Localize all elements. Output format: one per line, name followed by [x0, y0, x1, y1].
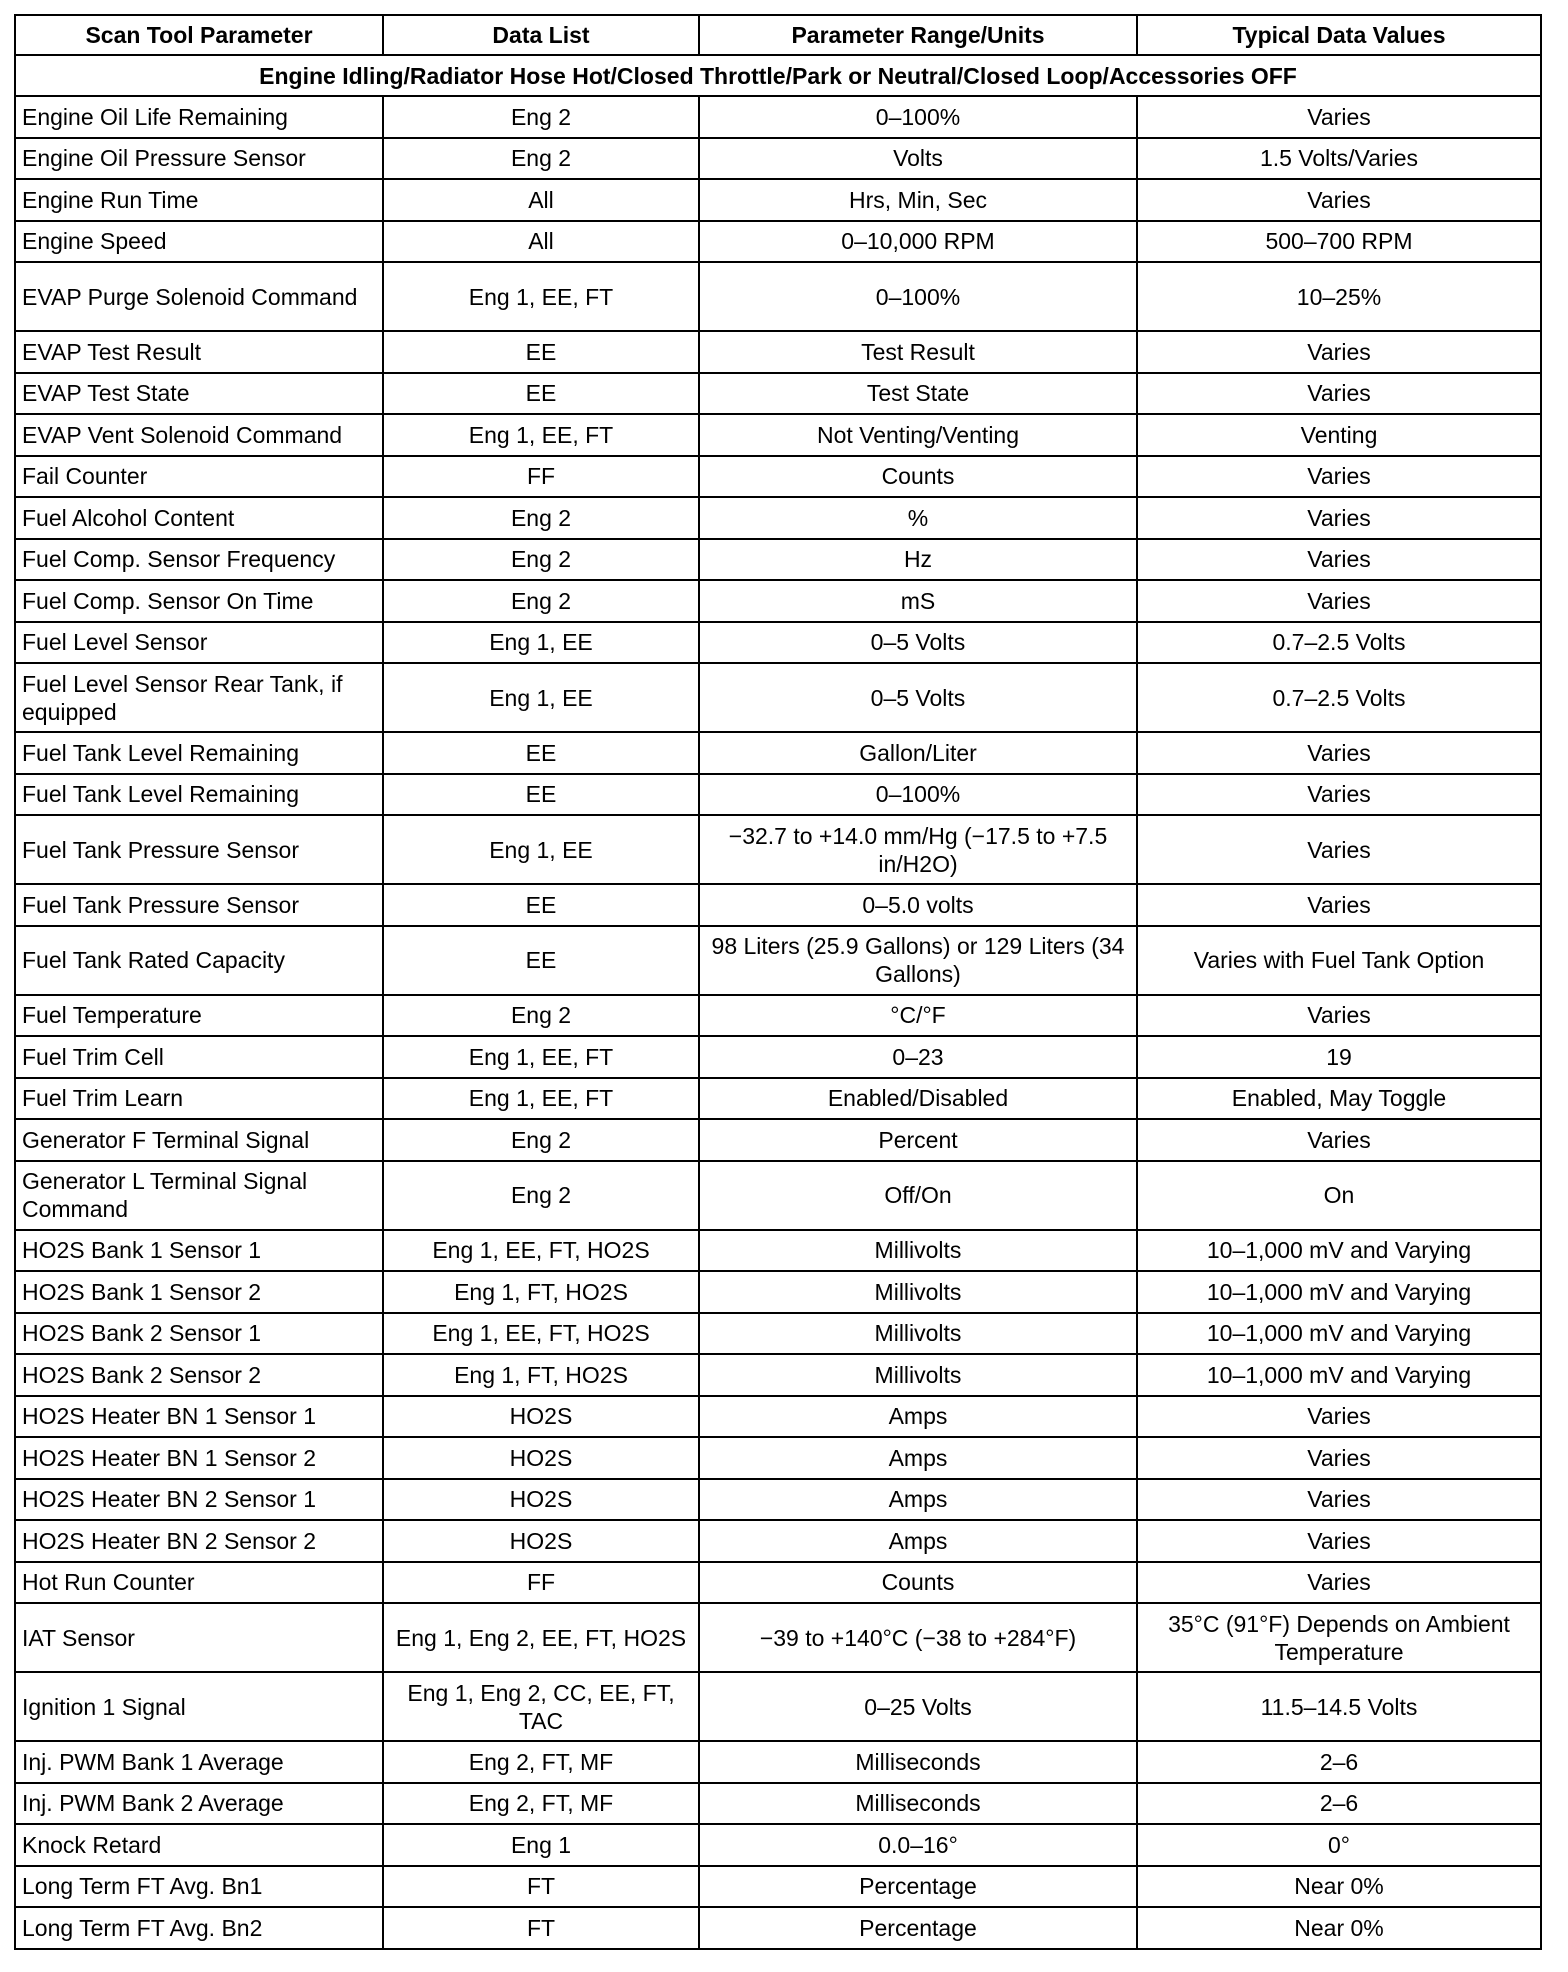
- cell-parameter-range: 0–5.0 volts: [699, 884, 1137, 926]
- table-row: [15, 1271, 1541, 1313]
- table-row: [15, 497, 1541, 539]
- cell-parameter-range: Amps: [699, 1479, 1137, 1521]
- cell-data-list: FT: [383, 1866, 699, 1908]
- cell-typical-value: 10–1,000 mV and Varying: [1137, 1354, 1541, 1396]
- cell-data-list: Eng 1, EE, FT, HO2S: [383, 1313, 699, 1355]
- cell-parameter-range: Test State: [699, 373, 1137, 415]
- cell-typical-value: Near 0%: [1137, 1866, 1541, 1908]
- cell-data-list: Eng 1, FT, HO2S: [383, 1271, 699, 1313]
- cell-parameter-range: Millivolts: [699, 1230, 1137, 1272]
- cell-data-list: Eng 1, EE: [383, 815, 699, 884]
- cell-parameter-range: °C/°F: [699, 995, 1137, 1037]
- table-row: [15, 1078, 1541, 1120]
- cell-data-list: Eng 1, EE, FT, HO2S: [383, 1230, 699, 1272]
- cell-data-list: HO2S: [383, 1520, 699, 1562]
- cell-scan-tool-parameter: HO2S Bank 1 Sensor 1: [15, 1230, 383, 1272]
- cell-scan-tool-parameter: Knock Retard: [15, 1824, 383, 1866]
- cell-typical-value: Varies: [1137, 995, 1541, 1037]
- cell-parameter-range: Percent: [699, 1119, 1137, 1161]
- table-row: [15, 1520, 1541, 1562]
- cell-scan-tool-parameter: Fuel Trim Cell: [15, 1036, 383, 1078]
- cell-scan-tool-parameter: HO2S Heater BN 1 Sensor 1: [15, 1396, 383, 1438]
- cell-scan-tool-parameter: Fuel Tank Pressure Sensor: [15, 815, 383, 884]
- cell-typical-value: 19: [1137, 1036, 1541, 1078]
- cell-typical-value: 35°C (91°F) Depends on Ambient Temperature: [1137, 1603, 1541, 1672]
- cell-parameter-range: 0–5 Volts: [699, 622, 1137, 664]
- table-row: [15, 732, 1541, 774]
- cell-scan-tool-parameter: Fuel Tank Level Remaining: [15, 732, 383, 774]
- cell-data-list: Eng 2, FT, MF: [383, 1783, 699, 1825]
- cell-data-list: EE: [383, 926, 699, 995]
- table-row: [15, 1479, 1541, 1521]
- operating-condition: Engine Idling/Radiator Hose Hot/Closed Throttle/Park or Neutral/Closed Loop/Accessories OFF: [15, 55, 1541, 96]
- table-row: [15, 815, 1541, 884]
- cell-scan-tool-parameter: Engine Run Time: [15, 179, 383, 221]
- cell-parameter-range: Hrs, Min, Sec: [699, 179, 1137, 221]
- cell-typical-value: Varies: [1137, 1119, 1541, 1161]
- table-row: [15, 262, 1541, 331]
- cell-scan-tool-parameter: Fuel Tank Pressure Sensor: [15, 884, 383, 926]
- cell-typical-value: Varies: [1137, 179, 1541, 221]
- table-row: [15, 1824, 1541, 1866]
- cell-parameter-range: %: [699, 497, 1137, 539]
- cell-data-list: Eng 1, EE, FT: [383, 1036, 699, 1078]
- cell-typical-value: 2–6: [1137, 1783, 1541, 1825]
- cell-typical-value: 0.7–2.5 Volts: [1137, 663, 1541, 732]
- cell-scan-tool-parameter: Fuel Alcohol Content: [15, 497, 383, 539]
- cell-typical-value: Varies: [1137, 96, 1541, 138]
- cell-typical-value: Varies: [1137, 580, 1541, 622]
- cell-typical-value: Varies: [1137, 539, 1541, 581]
- table-row: [15, 1313, 1541, 1355]
- table-row: [15, 1396, 1541, 1438]
- cell-scan-tool-parameter: HO2S Heater BN 1 Sensor 2: [15, 1437, 383, 1479]
- cell-typical-value: Varies: [1137, 1396, 1541, 1438]
- cell-parameter-range: Amps: [699, 1396, 1137, 1438]
- table-row: [15, 1866, 1541, 1908]
- cell-data-list: Eng 1, EE: [383, 622, 699, 664]
- cell-scan-tool-parameter: Long Term FT Avg. Bn2: [15, 1907, 383, 1949]
- cell-data-list: FF: [383, 456, 699, 498]
- header-parameter-range-units: Parameter Range/Units: [699, 15, 1137, 55]
- cell-typical-value: 0.7–2.5 Volts: [1137, 622, 1541, 664]
- cell-typical-value: 2–6: [1137, 1741, 1541, 1783]
- cell-scan-tool-parameter: Fuel Level Sensor: [15, 622, 383, 664]
- cell-scan-tool-parameter: HO2S Bank 1 Sensor 2: [15, 1271, 383, 1313]
- cell-parameter-range: Counts: [699, 456, 1137, 498]
- cell-typical-value: Varies: [1137, 774, 1541, 816]
- cell-scan-tool-parameter: IAT Sensor: [15, 1603, 383, 1672]
- table-row: [15, 622, 1541, 664]
- table-row: [15, 96, 1541, 138]
- cell-typical-value: Varies: [1137, 1437, 1541, 1479]
- table-header-row: [15, 15, 1541, 55]
- header-scan-tool-parameter: Scan Tool Parameter: [15, 15, 383, 55]
- cell-typical-value: Varies: [1137, 497, 1541, 539]
- table-row: [15, 1036, 1541, 1078]
- operating-condition-row: [15, 55, 1541, 96]
- table-row: [15, 1562, 1541, 1604]
- table-row: [15, 1741, 1541, 1783]
- cell-typical-value: Near 0%: [1137, 1907, 1541, 1949]
- cell-parameter-range: Enabled/Disabled: [699, 1078, 1137, 1120]
- cell-scan-tool-parameter: Ignition 1 Signal: [15, 1672, 383, 1741]
- cell-typical-value: 11.5–14.5 Volts: [1137, 1672, 1541, 1741]
- cell-data-list: FF: [383, 1562, 699, 1604]
- cell-data-list: Eng 2: [383, 539, 699, 581]
- cell-parameter-range: 0–100%: [699, 774, 1137, 816]
- table-row: [15, 1354, 1541, 1396]
- table-row: [15, 456, 1541, 498]
- cell-typical-value: 500–700 RPM: [1137, 221, 1541, 263]
- cell-scan-tool-parameter: Inj. PWM Bank 2 Average: [15, 1783, 383, 1825]
- table-row: [15, 1119, 1541, 1161]
- cell-scan-tool-parameter: Generator L Terminal Signal Command: [15, 1161, 383, 1230]
- cell-data-list: Eng 1, EE: [383, 663, 699, 732]
- cell-typical-value: Varies: [1137, 1562, 1541, 1604]
- cell-parameter-range: Percentage: [699, 1907, 1137, 1949]
- cell-scan-tool-parameter: Fuel Comp. Sensor Frequency: [15, 539, 383, 581]
- table-row: [15, 926, 1541, 995]
- cell-parameter-range: Millivolts: [699, 1271, 1137, 1313]
- cell-data-list: Eng 1: [383, 1824, 699, 1866]
- cell-parameter-range: 0–25 Volts: [699, 1672, 1137, 1741]
- header-typical-data-values: Typical Data Values: [1137, 15, 1541, 55]
- cell-parameter-range: 0–5 Volts: [699, 663, 1137, 732]
- cell-parameter-range: Not Venting/Venting: [699, 414, 1137, 456]
- cell-scan-tool-parameter: HO2S Bank 2 Sensor 2: [15, 1354, 383, 1396]
- cell-parameter-range: −32.7 to +14.0 mm/Hg (−17.5 to +7.5 in/H2O): [699, 815, 1137, 884]
- table-row: [15, 663, 1541, 732]
- cell-data-list: Eng 1, Eng 2, EE, FT, HO2S: [383, 1603, 699, 1672]
- cell-parameter-range: Counts: [699, 1562, 1137, 1604]
- cell-parameter-range: Millivolts: [699, 1313, 1137, 1355]
- scan-tool-data-document: [14, 14, 1540, 1950]
- table-row: [15, 373, 1541, 415]
- table-row: [15, 1783, 1541, 1825]
- cell-typical-value: Varies: [1137, 815, 1541, 884]
- table-row: [15, 1603, 1541, 1672]
- cell-data-list: Eng 2: [383, 1119, 699, 1161]
- cell-typical-value: Varies: [1137, 373, 1541, 415]
- table-row: [15, 414, 1541, 456]
- table-row: [15, 774, 1541, 816]
- table-row: [15, 1161, 1541, 1230]
- cell-scan-tool-parameter: Fuel Tank Level Remaining: [15, 774, 383, 816]
- cell-scan-tool-parameter: Long Term FT Avg. Bn1: [15, 1866, 383, 1908]
- table-row: [15, 221, 1541, 263]
- cell-scan-tool-parameter: Engine Oil Life Remaining: [15, 96, 383, 138]
- cell-typical-value: 10–1,000 mV and Varying: [1137, 1271, 1541, 1313]
- cell-parameter-range: 0–100%: [699, 262, 1137, 331]
- cell-parameter-range: 0–100%: [699, 96, 1137, 138]
- cell-parameter-range: mS: [699, 580, 1137, 622]
- cell-typical-value: Varies with Fuel Tank Option: [1137, 926, 1541, 995]
- cell-parameter-range: Millivolts: [699, 1354, 1137, 1396]
- table-row: [15, 1230, 1541, 1272]
- cell-data-list: Eng 1, EE, FT: [383, 1078, 699, 1120]
- cell-parameter-range: −39 to +140°C (−38 to +284°F): [699, 1603, 1137, 1672]
- cell-typical-value: 0°: [1137, 1824, 1541, 1866]
- cell-data-list: EE: [383, 331, 699, 373]
- cell-parameter-range: 98 Liters (25.9 Gallons) or 129 Liters (34 Gallons): [699, 926, 1137, 995]
- cell-typical-value: 1.5 Volts/Varies: [1137, 138, 1541, 180]
- cell-data-list: Eng 2: [383, 1161, 699, 1230]
- table-row: [15, 1907, 1541, 1949]
- cell-data-list: Eng 2: [383, 96, 699, 138]
- cell-scan-tool-parameter: HO2S Heater BN 2 Sensor 1: [15, 1479, 383, 1521]
- cell-parameter-range: Test Result: [699, 331, 1137, 373]
- cell-parameter-range: 0–10,000 RPM: [699, 221, 1137, 263]
- cell-scan-tool-parameter: EVAP Test State: [15, 373, 383, 415]
- cell-parameter-range: Milliseconds: [699, 1741, 1137, 1783]
- cell-data-list: Eng 1, Eng 2, CC, EE, FT, TAC: [383, 1672, 699, 1741]
- cell-typical-value: Varies: [1137, 331, 1541, 373]
- cell-data-list: Eng 1, FT, HO2S: [383, 1354, 699, 1396]
- cell-typical-value: Varies: [1137, 884, 1541, 926]
- cell-parameter-range: Milliseconds: [699, 1783, 1137, 1825]
- cell-data-list: EE: [383, 732, 699, 774]
- cell-parameter-range: Percentage: [699, 1866, 1137, 1908]
- cell-scan-tool-parameter: Hot Run Counter: [15, 1562, 383, 1604]
- cell-data-list: Eng 2, FT, MF: [383, 1741, 699, 1783]
- cell-parameter-range: Amps: [699, 1437, 1137, 1479]
- table-row: [15, 995, 1541, 1037]
- cell-scan-tool-parameter: Fuel Trim Learn: [15, 1078, 383, 1120]
- cell-typical-value: Varies: [1137, 1479, 1541, 1521]
- cell-typical-value: Varies: [1137, 732, 1541, 774]
- cell-parameter-range: Gallon/Liter: [699, 732, 1137, 774]
- cell-typical-value: Varies: [1137, 456, 1541, 498]
- cell-parameter-range: Volts: [699, 138, 1137, 180]
- cell-data-list: Eng 2: [383, 580, 699, 622]
- cell-data-list: Eng 1, EE, FT: [383, 262, 699, 331]
- cell-scan-tool-parameter: EVAP Test Result: [15, 331, 383, 373]
- cell-parameter-range: Amps: [699, 1520, 1137, 1562]
- table-row: [15, 1437, 1541, 1479]
- table-row: [15, 138, 1541, 180]
- cell-data-list: EE: [383, 884, 699, 926]
- cell-parameter-range: 0–23: [699, 1036, 1137, 1078]
- cell-typical-value: Varies: [1137, 1520, 1541, 1562]
- cell-data-list: All: [383, 179, 699, 221]
- cell-data-list: FT: [383, 1907, 699, 1949]
- cell-parameter-range: Hz: [699, 539, 1137, 581]
- header-data-list: Data List: [383, 15, 699, 55]
- cell-scan-tool-parameter: Engine Speed: [15, 221, 383, 263]
- cell-scan-tool-parameter: Fuel Tank Rated Capacity: [15, 926, 383, 995]
- cell-data-list: EE: [383, 373, 699, 415]
- cell-scan-tool-parameter: Generator F Terminal Signal: [15, 1119, 383, 1161]
- cell-data-list: HO2S: [383, 1437, 699, 1479]
- cell-data-list: HO2S: [383, 1479, 699, 1521]
- cell-scan-tool-parameter: Fuel Temperature: [15, 995, 383, 1037]
- cell-data-list: Eng 2: [383, 497, 699, 539]
- cell-scan-tool-parameter: EVAP Purge Solenoid Command: [15, 262, 383, 331]
- cell-data-list: Eng 1, EE, FT: [383, 414, 699, 456]
- table-row: [15, 179, 1541, 221]
- cell-scan-tool-parameter: HO2S Bank 2 Sensor 1: [15, 1313, 383, 1355]
- cell-data-list: Eng 2: [383, 138, 699, 180]
- cell-scan-tool-parameter: Fail Counter: [15, 456, 383, 498]
- cell-data-list: HO2S: [383, 1396, 699, 1438]
- table-row: [15, 580, 1541, 622]
- cell-parameter-range: Off/On: [699, 1161, 1137, 1230]
- table-row: [15, 539, 1541, 581]
- scan-tool-data-table: [14, 14, 1542, 1950]
- table-row: [15, 331, 1541, 373]
- cell-data-list: Eng 2: [383, 995, 699, 1037]
- cell-scan-tool-parameter: EVAP Vent Solenoid Command: [15, 414, 383, 456]
- cell-data-list: All: [383, 221, 699, 263]
- cell-typical-value: 10–25%: [1137, 262, 1541, 331]
- cell-typical-value: Venting: [1137, 414, 1541, 456]
- cell-scan-tool-parameter: Fuel Comp. Sensor On Time: [15, 580, 383, 622]
- table-row: [15, 884, 1541, 926]
- cell-typical-value: Enabled, May Toggle: [1137, 1078, 1541, 1120]
- cell-scan-tool-parameter: Fuel Level Sensor Rear Tank, if equipped: [15, 663, 383, 732]
- table-row: [15, 1672, 1541, 1741]
- cell-typical-value: 10–1,000 mV and Varying: [1137, 1230, 1541, 1272]
- cell-scan-tool-parameter: Engine Oil Pressure Sensor: [15, 138, 383, 180]
- cell-typical-value: 10–1,000 mV and Varying: [1137, 1313, 1541, 1355]
- cell-scan-tool-parameter: HO2S Heater BN 2 Sensor 2: [15, 1520, 383, 1562]
- cell-typical-value: On: [1137, 1161, 1541, 1230]
- cell-data-list: EE: [383, 774, 699, 816]
- cell-scan-tool-parameter: Inj. PWM Bank 1 Average: [15, 1741, 383, 1783]
- cell-parameter-range: 0.0–16°: [699, 1824, 1137, 1866]
